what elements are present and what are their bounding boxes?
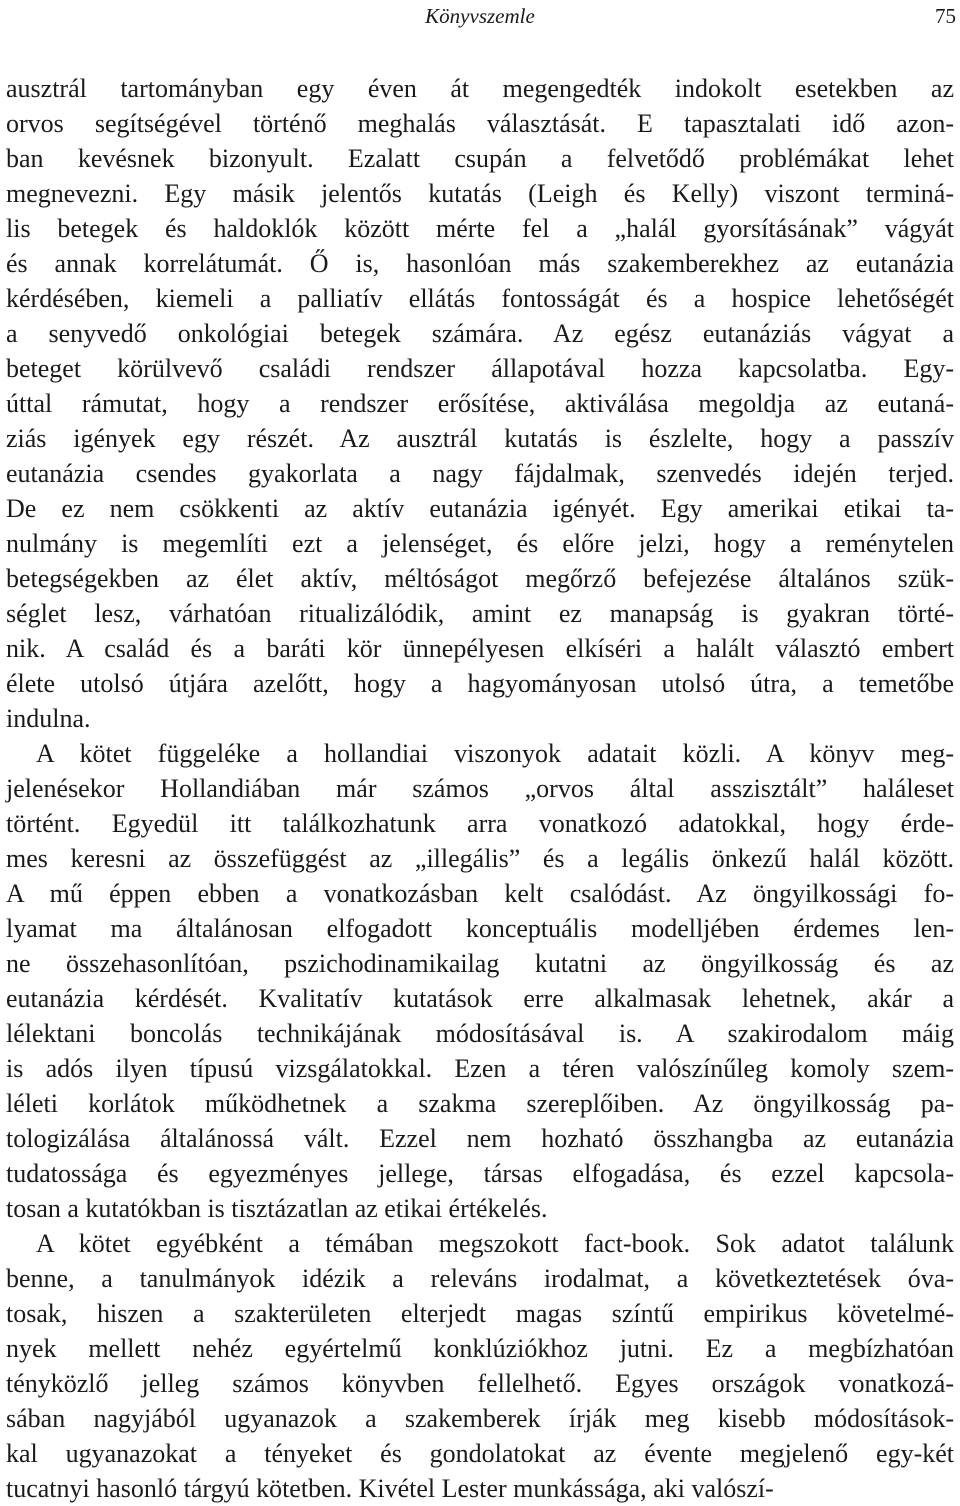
text-line: beteget körülvevő családi rendszer állapotával hozza kapcsolatba. Egy- xyxy=(6,354,954,383)
text-line: eutanázia csendes gyakorlata a nagy fájdalmak, szenvedés idején terjed. xyxy=(6,459,954,488)
text-line: tényközlő jelleg számos könyvben fellelhető. Egyes országok vonatkozá- xyxy=(6,1369,954,1398)
text-line: tosak, hiszen a szakterületen elterjedt magas színtű empirikus követelmé- xyxy=(6,1299,954,1328)
text-line: De ez nem csökkenti az aktív eutanázia igényét. Egy amerikai etikai ta- xyxy=(6,494,954,523)
text-line: ban kevésnek bizonyult. Ezalatt csupán a felvetődő problémákat lehet xyxy=(6,144,954,173)
text-line: A mű éppen ebben a vonatkozásban kelt csalódást. Az öngyilkossági fo- xyxy=(6,879,954,908)
text-line: nulmány is megemlíti ezt a jelenséget, és előre jelzi, hogy a reménytelen xyxy=(6,529,954,558)
text-line: és annak korrelátumát. Ő is, hasonlóan más szakemberekhez az eutanázia xyxy=(6,249,954,278)
running-header xyxy=(0,2,960,30)
paragraph xyxy=(6,71,954,736)
text-line: benne, a tanulmányok idézik a releváns irodalmat, a következtetések óva- xyxy=(6,1264,954,1293)
text-line: betegségekben az élet aktív, méltóságot megőrző befejezése általános szük- xyxy=(6,564,954,593)
text-line: a senyvedő onkológiai betegek számára. Az egész eutanáziás vágyat a xyxy=(6,319,954,348)
text-line: élete utolsó útjára azelőtt, hogy a hagyományosan utolsó útra, a temetőbe xyxy=(6,669,954,698)
text-line: lélektani boncolás technikájának módosításával is. A szakirodalom máig xyxy=(6,1019,954,1048)
text-line: kérdésében, kiemeli a palliatív ellátás fontosságát és a hospice lehetőségét xyxy=(6,284,954,313)
page-number: 75 xyxy=(935,4,956,28)
text-line: séglet lesz, várhatóan ritualizálódik, amint ez manapság is gyakran törté- xyxy=(6,599,954,628)
text-line: úttal rámutat, hogy a rendszer erősítése, aktiválása megoldja az eutaná- xyxy=(6,389,954,418)
text-line: lis betegek és haldoklók között mérte fel a „halál gyorsításának” vágyát xyxy=(6,214,954,243)
body-text xyxy=(6,71,954,1506)
text-line: nyek mellett nehéz egyértelmű konklúziókhoz jutni. Ez a megbízhatóan xyxy=(6,1334,954,1363)
text-line: léleti korlátok működhetnek a szakma szereplőiben. Az öngyilkosság pa- xyxy=(6,1089,954,1118)
paragraph xyxy=(6,1226,954,1506)
text-line: tosan a kutatókban is tisztázatlan az etikai értékelés. xyxy=(6,1194,548,1223)
text-line: sában nagyjából ugyanazok a szakemberek írják meg kisebb módosítások- xyxy=(6,1404,954,1433)
text-line: A kötet egyébként a témában megszokott fact-book. Sok adatot találunk xyxy=(36,1229,954,1258)
text-line: kal ugyanazokat a tényeket és gondolatokat az évente megjelenő egy-két xyxy=(6,1439,954,1468)
text-line: tucatnyi hasonló tárgyú kötetben. Kivétel Lester munkássága, aki valószí- xyxy=(6,1474,774,1503)
text-line: indulna. xyxy=(6,704,91,733)
text-line: megnevezni. Egy másik jelentős kutatás (Leigh és Kelly) viszont terminá- xyxy=(6,179,954,208)
text-line: orvos segítségével történő meghalás választását. E tapasztalati idő azon- xyxy=(6,109,954,138)
text-line: lyamat ma általánosan elfogadott konceptuális modelljében érdemes len- xyxy=(6,914,954,943)
text-line: tudatossága és egyezményes jellege, társas elfogadása, és ezzel kapcsola- xyxy=(6,1159,954,1188)
text-line: ziás igények egy részét. Az ausztrál kutatás is észlelte, hogy a passzív xyxy=(6,424,954,453)
text-line: ausztrál tartományban egy éven át megengedték indokolt esetekben az xyxy=(6,74,954,103)
text-line: A kötet függeléke a hollandiai viszonyok adatait közli. A könyv meg- xyxy=(36,739,954,768)
text-line: tologizálása általánossá vált. Ezzel nem hozható összhangba az eutanázia xyxy=(6,1124,954,1153)
paragraph xyxy=(6,736,954,1226)
text-line: történt. Egyedül itt találkozhatunk arra vonatkozó adatokkal, hogy érde- xyxy=(6,809,954,838)
text-line: nik. A család és a baráti kör ünnepélyesen elkíséri a halált választó embert xyxy=(6,634,954,663)
text-line: is adós ilyen típusú vizsgálatokkal. Ezen a téren valószínűleg komoly szem- xyxy=(6,1054,954,1083)
text-line: ne összehasonlítóan, pszichodinamikailag kutatni az öngyilkosság és az xyxy=(6,949,954,978)
text-line: eutanázia kérdését. Kvalitatív kutatások erre alkalmasak lehetnek, akár a xyxy=(6,984,954,1013)
running-title: Könyvszemle xyxy=(425,4,535,28)
text-line: mes keresni az összefüggést az „illegális” és a legális önkezű halál között. xyxy=(6,844,954,873)
text-line: jelenésekor Hollandiában már számos „orvos által asszisztált” haláleset xyxy=(6,774,954,803)
